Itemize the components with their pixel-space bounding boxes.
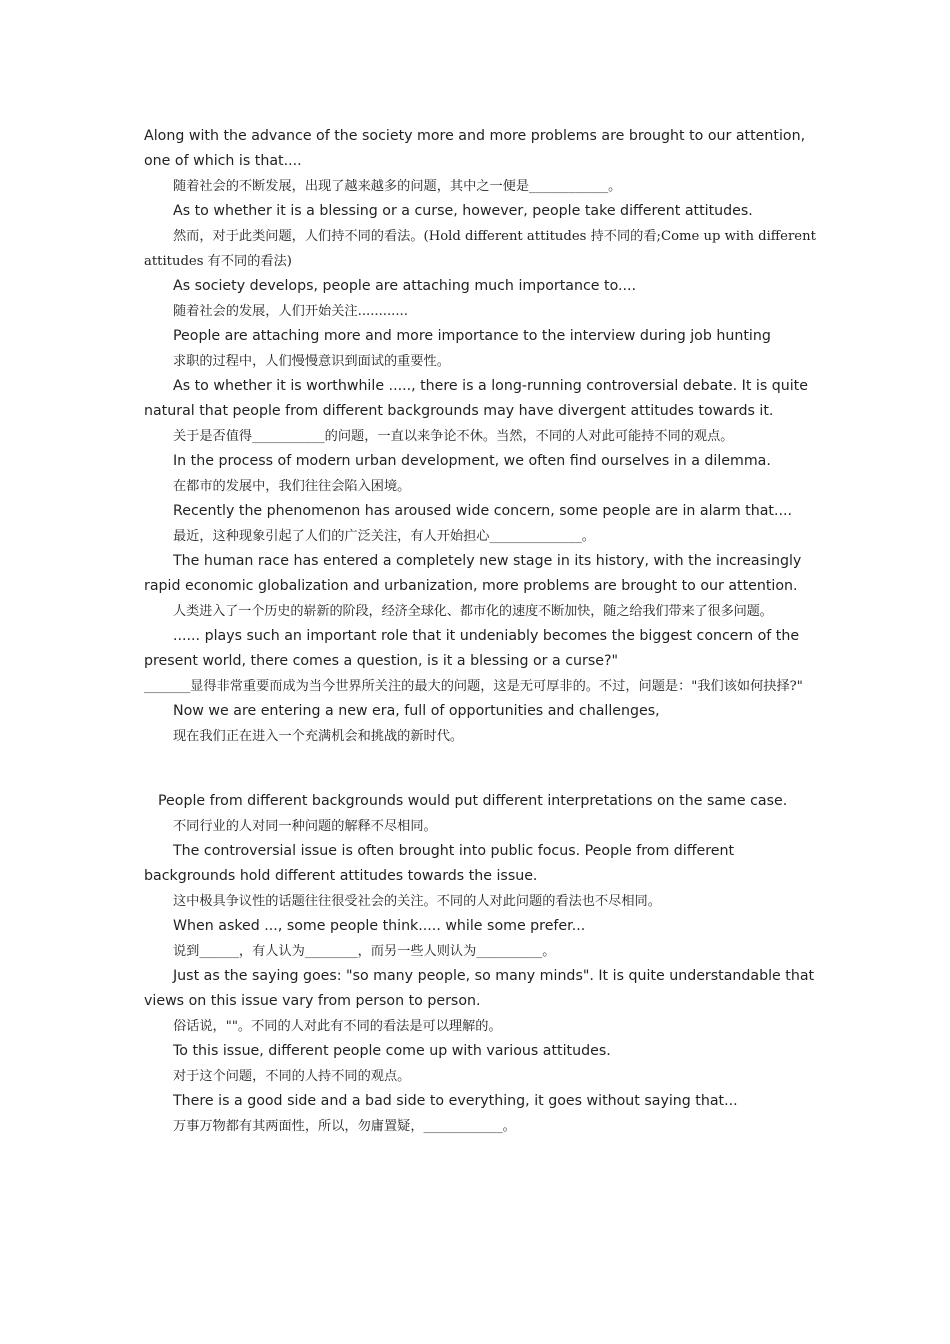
paragraph: 不同行业的人对同一种问题的解释不尽相同。 [173, 819, 437, 834]
document-body [144, 124, 824, 1139]
paragraph: _______显得非常重要而成为当今世界所关注的最大的问题，这是无可厚非的。不过，问题是："我们该如何抉择?" [144, 679, 803, 694]
paragraph: Along with the advance of the society more and more problems are brought to our attention, one of which is that.... [144, 128, 806, 169]
section-spacer [144, 749, 824, 789]
paragraph: 随着社会的发展，人们开始关注............ [173, 304, 408, 319]
paragraph: 对于这个问题，不同的人持不同的观点。 [173, 1069, 411, 1084]
paragraph: As to whether it is a blessing or a curse, however, people take different attitudes. [173, 203, 753, 219]
paragraph: Now we are entering a new era, full of opportunities and challenges, [173, 703, 660, 719]
paragraph: In the process of modern urban development, we often find ourselves in a dilemma. [173, 453, 771, 469]
paragraph: Just as the saying goes: "so many people, so many minds". It is quite understandable that views on this issue vary from person to person. [144, 968, 815, 1009]
paragraph: To this issue, different people come up with various attitudes. [173, 1043, 611, 1059]
section-phrases-1 [144, 124, 824, 749]
paragraph: 现在我们正在进入一个充满机会和挑战的新时代。 [173, 729, 464, 744]
paragraph: When asked ..., some people think..... while some prefer... [173, 918, 586, 934]
paragraph: There is a good side and a bad side to everything, it goes without saying that... [173, 1093, 738, 1109]
section-phrases-2 [144, 789, 824, 1139]
paragraph: As to whether it is worthwhile ....., there is a long-running controversial debate. It is quite natural that people from different backgrounds may have divergent attitudes towards it. [144, 378, 808, 419]
paragraph: 在都市的发展中，我们往往会陷入困境。 [173, 479, 411, 494]
paragraph: 万事万物都有其两面性，所以，勿庸置疑，____________。 [173, 1119, 516, 1134]
paragraph: 随着社会的不断发展，出现了越来越多的问题，其中之一便是____________。 [173, 179, 622, 194]
paragraph: 俗话说，""。不同的人对此有不同的看法是可以理解的。 [173, 1019, 502, 1034]
paragraph: 然而，对于此类问题，人们持不同的看法。(Hold different attitudes 持不同的看;Come up with different attitudes 有不同的看法) [144, 229, 816, 269]
paragraph: As society develops, people are attaching much importance to.... [173, 278, 637, 294]
paragraph: 这中极具争议性的话题往往很受社会的关注。不同的人对此问题的看法也不尽相同。 [173, 894, 661, 909]
paragraph: The human race has entered a completely new stage in its history, with the increasingly rapid economic globalization and urbanization, more problems are brought to our attention. [144, 553, 802, 594]
paragraph: 人类进入了一个历史的崭新的阶段，经济全球化、都市化的速度不断加快，随之给我们带来了很多问题。 [173, 604, 773, 619]
paragraph: ...... plays such an important role that it undeniably becomes the biggest concern of the present world, there comes a question, is it a blessing or a curse?" [144, 628, 800, 669]
paragraph: The controversial issue is often brought into public focus. People from different backgrounds hold different attitudes towards the issue. [144, 843, 735, 884]
paragraph: Recently the phenomenon has aroused wide concern, some people are in alarm that.... [173, 503, 793, 519]
paragraph: People from different backgrounds would put different interpretations on the same case. [158, 793, 788, 809]
paragraph: 求职的过程中，人们慢慢意识到面试的重要性。 [173, 354, 450, 369]
paragraph: People are attaching more and more importance to the interview during job hunting [173, 328, 771, 344]
paragraph: 说到______，有人认为________，而另一些人则认为__________。 [173, 944, 556, 959]
paragraph: 关于是否值得___________的问题，一直以来争论不休。当然，不同的人对此可能持不同的观点。 [173, 429, 734, 444]
paragraph: 最近，这种现象引起了人们的广泛关注，有人开始担心______________。 [173, 529, 595, 544]
